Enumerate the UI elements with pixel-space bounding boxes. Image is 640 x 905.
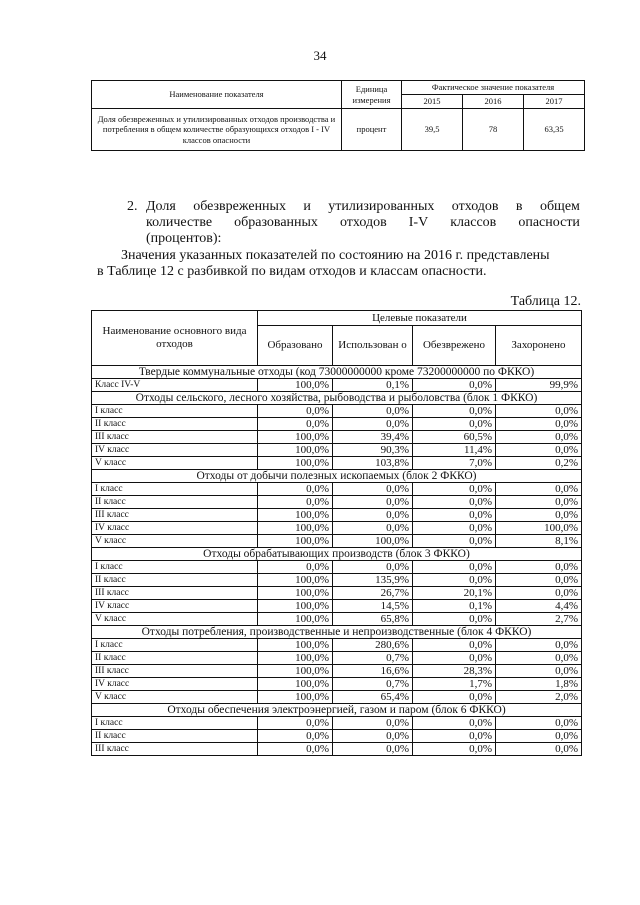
table-row <box>92 444 582 457</box>
section-title: Твердые коммунальные отходы (код 73000000000 кроме 73200000000 по ФККО) <box>92 366 582 379</box>
table-row <box>92 418 582 431</box>
percent-cell: 0,0% <box>496 665 582 678</box>
section-row <box>92 704 582 717</box>
percent-cell: 100,0% <box>333 535 413 548</box>
table-row <box>92 574 582 587</box>
percent-cell: 100,0% <box>258 379 333 392</box>
percent-cell: 0,0% <box>333 730 413 743</box>
percent-cell: 0,1% <box>333 379 413 392</box>
table-row <box>92 678 582 691</box>
column-header: Обезврежено <box>413 326 496 366</box>
table-row <box>92 717 582 730</box>
year-header: 2015 <box>402 95 463 109</box>
percent-cell: 0,0% <box>413 535 496 548</box>
percent-cell: 0,0% <box>258 730 333 743</box>
percent-cell: 0,0% <box>496 743 582 756</box>
percent-cell: 0,0% <box>413 483 496 496</box>
waste-type-header: Наименование основного вида отходов <box>92 311 258 366</box>
hazard-class-cell: Класс IV-V <box>92 379 258 392</box>
hazard-class-cell: II класс <box>92 652 258 665</box>
percent-cell: 100,0% <box>258 691 333 704</box>
percent-cell: 100,0% <box>258 652 333 665</box>
percent-cell: 4,4% <box>496 600 582 613</box>
percent-cell: 0,0% <box>413 743 496 756</box>
table-row <box>92 405 582 418</box>
waste-indicators-table <box>91 310 582 756</box>
table-row <box>92 600 582 613</box>
hazard-class-cell: I класс <box>92 639 258 652</box>
column-header: Использован о <box>333 326 413 366</box>
section-row <box>92 470 582 483</box>
percent-cell: 100,0% <box>258 522 333 535</box>
percent-cell: 0,0% <box>496 405 582 418</box>
percent-cell: 0,0% <box>333 496 413 509</box>
list-item-number: 2. <box>127 199 138 214</box>
percent-cell: 100,0% <box>258 639 333 652</box>
percent-cell: 20,1% <box>413 587 496 600</box>
percent-cell: 0,0% <box>413 509 496 522</box>
hazard-class-cell: III класс <box>92 431 258 444</box>
hazard-class-cell: II класс <box>92 574 258 587</box>
section-title: Отходы от добычи полезных ископаемых (блок 2 ФККО) <box>92 470 582 483</box>
table-row <box>92 730 582 743</box>
percent-cell: 0,0% <box>496 587 582 600</box>
table-row <box>92 639 582 652</box>
percent-cell: 0,0% <box>258 743 333 756</box>
table-row <box>92 496 582 509</box>
table-row <box>92 457 582 470</box>
percent-cell: 2,7% <box>496 613 582 626</box>
percent-cell: 0,0% <box>258 483 333 496</box>
indicator-header: Наименование показателя <box>92 81 342 109</box>
percent-cell: 0,0% <box>496 483 582 496</box>
section-title: Отходы обрабатывающих производств (блок 3 ФККО) <box>92 548 582 561</box>
table-row <box>92 509 582 522</box>
percent-cell: 135,9% <box>333 574 413 587</box>
percent-cell: 0,0% <box>413 639 496 652</box>
percent-cell: 0,0% <box>333 483 413 496</box>
percent-cell: 0,0% <box>496 574 582 587</box>
percent-cell: 90,3% <box>333 444 413 457</box>
percent-cell: 0,0% <box>496 509 582 522</box>
percent-cell: 0,0% <box>413 574 496 587</box>
percent-cell: 0,2% <box>496 457 582 470</box>
percent-cell: 1,7% <box>413 678 496 691</box>
indicator-summary-table <box>91 80 585 151</box>
table-row <box>92 691 582 704</box>
percent-cell: 14,5% <box>333 600 413 613</box>
hazard-class-cell: V класс <box>92 691 258 704</box>
body-paragraph: Значения указанных показателей по состоянию на 2016 г. представлены в Таблице 12 с разбивкой по видам отходов и классам опасности. <box>97 248 550 279</box>
percent-cell: 100,0% <box>496 522 582 535</box>
percent-cell: 0,0% <box>496 496 582 509</box>
value-cell: 78 <box>463 109 524 151</box>
percent-cell: 0,7% <box>333 652 413 665</box>
table-row <box>92 743 582 756</box>
percent-cell: 0,0% <box>258 405 333 418</box>
list-item-line: количестве образованных отходов I-V классов опасности <box>146 215 580 230</box>
table-row <box>92 379 582 392</box>
percent-cell: 0,0% <box>333 717 413 730</box>
percent-cell: 0,0% <box>413 496 496 509</box>
list-item-2 <box>127 199 580 247</box>
percent-cell: 0,0% <box>496 418 582 431</box>
percent-cell: 26,7% <box>333 587 413 600</box>
percent-cell: 100,0% <box>258 587 333 600</box>
hazard-class-cell: I класс <box>92 717 258 730</box>
hazard-class-cell: I класс <box>92 561 258 574</box>
percent-cell: 100,0% <box>258 678 333 691</box>
hazard-class-cell: III класс <box>92 509 258 522</box>
hazard-class-cell: V класс <box>92 613 258 626</box>
percent-cell: 7,0% <box>413 457 496 470</box>
percent-cell: 100,0% <box>258 509 333 522</box>
percent-cell: 0,0% <box>333 522 413 535</box>
unit-header: Единица измерения <box>342 81 402 109</box>
unit-value: процент <box>342 109 402 151</box>
percent-cell: 0,0% <box>413 405 496 418</box>
section-title: Отходы сельского, лесного хозяйства, рыбоводства и рыболовства (блок 1 ФККО) <box>92 392 582 405</box>
hazard-class-cell: III класс <box>92 587 258 600</box>
hazard-class-cell: I класс <box>92 483 258 496</box>
percent-cell: 100,0% <box>258 444 333 457</box>
percent-cell: 99,9% <box>496 379 582 392</box>
percent-cell: 0,0% <box>258 496 333 509</box>
value-cell: 39,5 <box>402 109 463 151</box>
percent-cell: 11,4% <box>413 444 496 457</box>
hazard-class-cell: IV класс <box>92 600 258 613</box>
percent-cell: 280,6% <box>333 639 413 652</box>
percent-cell: 100,0% <box>258 431 333 444</box>
percent-cell: 0,0% <box>333 743 413 756</box>
table-row <box>92 483 582 496</box>
percent-cell: 0,0% <box>258 561 333 574</box>
list-item-line: (процентов): <box>146 231 222 246</box>
hazard-class-cell: IV класс <box>92 678 258 691</box>
percent-cell: 100,0% <box>258 600 333 613</box>
percent-cell: 39,4% <box>333 431 413 444</box>
percent-cell: 0,0% <box>413 613 496 626</box>
hazard-class-cell: V класс <box>92 535 258 548</box>
list-item-line: Доля обезвреженных и утилизированных отходов в общем <box>146 199 580 214</box>
percent-cell: 28,3% <box>413 665 496 678</box>
indicator-name: Доля обезвреженных и утилизированных отходов производства и потребления в общем количестве образующихся отходов I - IV классов опасности <box>92 109 342 151</box>
table-row <box>92 522 582 535</box>
table-row <box>92 587 582 600</box>
percent-cell: 0,1% <box>413 600 496 613</box>
year-header: 2016 <box>463 95 524 109</box>
percent-cell: 0,0% <box>413 522 496 535</box>
percent-cell: 0,0% <box>496 717 582 730</box>
table-row <box>92 431 582 444</box>
hazard-class-cell: V класс <box>92 457 258 470</box>
section-row <box>92 366 582 379</box>
percent-cell: 0,0% <box>333 418 413 431</box>
percent-cell: 1,8% <box>496 678 582 691</box>
percent-cell: 100,0% <box>258 574 333 587</box>
percent-cell: 0,0% <box>333 405 413 418</box>
percent-cell: 0,0% <box>333 561 413 574</box>
section-row <box>92 548 582 561</box>
hazard-class-cell: II класс <box>92 496 258 509</box>
hazard-class-cell: IV класс <box>92 444 258 457</box>
percent-cell: 0,0% <box>413 730 496 743</box>
table-row <box>92 665 582 678</box>
table-caption: Таблица 12. <box>510 294 581 309</box>
percent-cell: 0,0% <box>496 730 582 743</box>
section-title: Отходы обеспечения электроэнергией, газом и паром (блок 6 ФККО) <box>92 704 582 717</box>
percent-cell: 0,7% <box>333 678 413 691</box>
percent-cell: 65,4% <box>333 691 413 704</box>
percent-cell: 0,0% <box>496 561 582 574</box>
percent-cell: 0,0% <box>413 379 496 392</box>
table-row <box>92 652 582 665</box>
percent-cell: 0,0% <box>496 444 582 457</box>
percent-cell: 65,8% <box>333 613 413 626</box>
percent-cell: 0,0% <box>413 691 496 704</box>
column-header: Образовано <box>258 326 333 366</box>
page-number: 34 <box>313 48 327 63</box>
percent-cell: 2,0% <box>496 691 582 704</box>
percent-cell: 0,0% <box>258 717 333 730</box>
percent-cell: 0,0% <box>496 652 582 665</box>
hazard-class-cell: I класс <box>92 405 258 418</box>
actual-value-header: Фактическое значение показателя <box>402 81 585 95</box>
percent-cell: 0,0% <box>496 431 582 444</box>
hazard-class-cell: II класс <box>92 418 258 431</box>
percent-cell: 0,0% <box>413 652 496 665</box>
percent-cell: 100,0% <box>258 613 333 626</box>
hazard-class-cell: II класс <box>92 730 258 743</box>
percent-cell: 60,5% <box>413 431 496 444</box>
percent-cell: 0,0% <box>333 509 413 522</box>
percent-cell: 0,0% <box>413 561 496 574</box>
percent-cell: 8,1% <box>496 535 582 548</box>
target-indicators-header: Целевые показатели <box>258 311 582 326</box>
percent-cell: 103,8% <box>333 457 413 470</box>
table-row <box>92 561 582 574</box>
value-cell: 63,35 <box>524 109 585 151</box>
hazard-class-cell: IV класс <box>92 522 258 535</box>
column-header: Захоронено <box>496 326 582 366</box>
percent-cell: 0,0% <box>496 639 582 652</box>
percent-cell: 0,0% <box>258 418 333 431</box>
hazard-class-cell: III класс <box>92 665 258 678</box>
year-header: 2017 <box>524 95 585 109</box>
section-title: Отходы потребления, производственные и непроизводственные (блок 4 ФККО) <box>92 626 582 639</box>
percent-cell: 100,0% <box>258 665 333 678</box>
section-row <box>92 626 582 639</box>
table-row <box>92 535 582 548</box>
percent-cell: 100,0% <box>258 457 333 470</box>
table-row <box>92 613 582 626</box>
hazard-class-cell: III класс <box>92 743 258 756</box>
percent-cell: 0,0% <box>413 418 496 431</box>
section-row <box>92 392 582 405</box>
percent-cell: 0,0% <box>413 717 496 730</box>
percent-cell: 16,6% <box>333 665 413 678</box>
percent-cell: 100,0% <box>258 535 333 548</box>
